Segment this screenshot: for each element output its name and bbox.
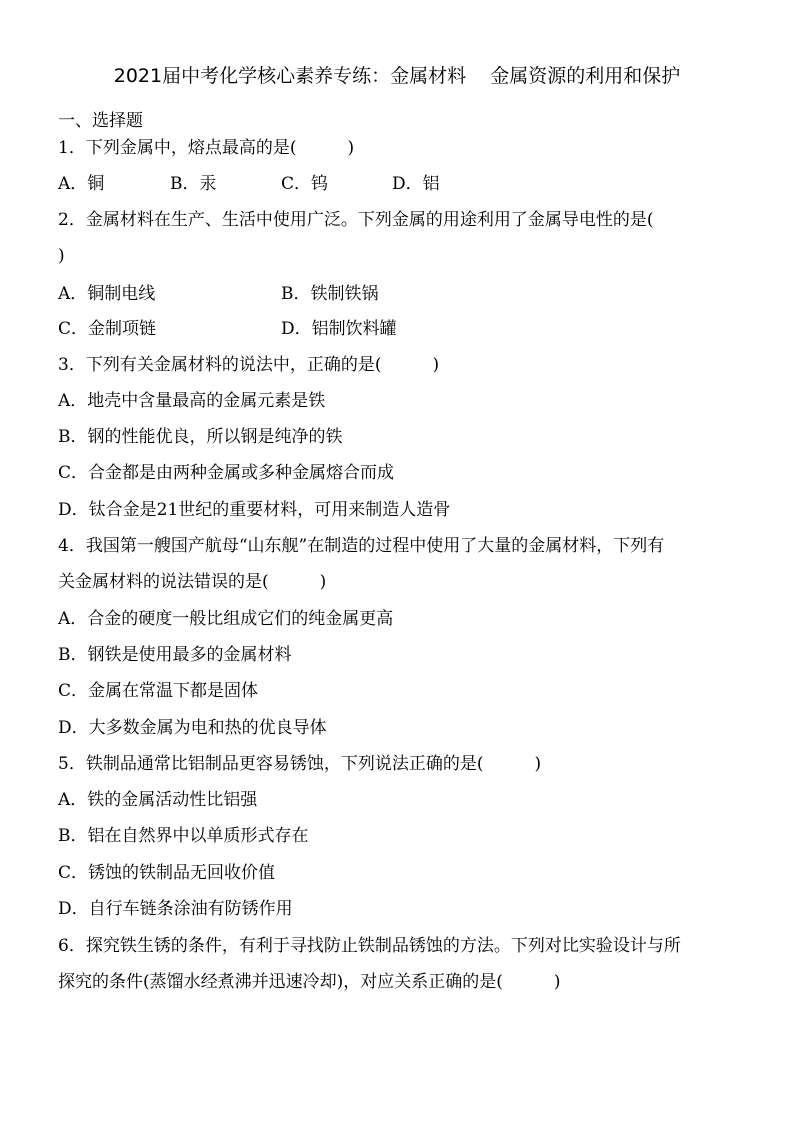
question-2-stem-line-2: ) (58, 246, 65, 266)
question-4-stem-line-1: 4．我国第一艘国产航母“山东舰”在制造的过程中使用了大量的金属材料，下列有 (58, 536, 665, 556)
question-5-option-c: C．锈蚀的铁制品无回收价值 (58, 863, 276, 883)
question-1-option-d: D．铝 (392, 174, 440, 194)
question-5-stem: 5．铁制品通常比铝制品更容易锈蚀，下列说法正确的是( ) (58, 754, 542, 774)
question-4-option-c: C．金属在常温下都是固体 (58, 681, 259, 701)
question-2-option-b: B．铁制铁锅 (281, 284, 379, 304)
question-4-stem-line-2: 关金属材料的说法错误的是( ) (58, 572, 327, 592)
question-3-option-d: D．钛合金是21世纪的重要材料，可用来制造人造骨 (58, 500, 451, 520)
question-3-option-b: B．钢的性能优良，所以钢是纯净的铁 (58, 427, 343, 447)
question-2-option-d: D．铝制饮料罐 (281, 319, 397, 339)
question-4-option-a: A．合金的硬度一般比组成它们的纯金属更高 (58, 609, 394, 629)
question-1-option-c: C．钨 (281, 174, 329, 194)
question-3-stem: 3．下列有关金属材料的说法中，正确的是( ) (58, 355, 440, 375)
question-3-option-a: A．地壳中含量最高的金属元素是铁 (58, 391, 326, 411)
question-2-option-c: C．金制项链 (58, 319, 157, 339)
question-1-option-a: A．铜 (58, 174, 105, 194)
question-5-option-d: D．自行车链条涂油有防锈作用 (58, 899, 293, 919)
question-6-stem-line-2: 探究的条件(蒸馏水经煮沸并迅速冷却)，对应关系正确的是( ) (58, 972, 561, 992)
document-title: 2021届中考化学核心素养专练：金属材料 金属资源的利用和保护 (113, 65, 681, 87)
question-1-option-b: B．汞 (170, 174, 217, 194)
question-2-stem-line-1: 2．金属材料在生产、生活中使用广泛。下列金属的用途利用了金属导电性的是( (58, 210, 654, 230)
question-4-option-b: B．钢铁是使用最多的金属材料 (58, 645, 292, 665)
question-2-option-a: A．铜制电线 (58, 284, 156, 304)
question-5-option-a: A．铁的金属活动性比铝强 (58, 790, 258, 810)
question-3-option-c: C．合金都是由两种金属或多种金属熔合而成 (58, 463, 395, 483)
question-4-option-d: D．大多数金属为电和热的优良导体 (58, 718, 327, 738)
question-1-stem: 1．下列金属中，熔点最高的是( ) (58, 138, 355, 158)
question-6-stem-line-1: 6．探究铁生锈的条件，有利于寻找防止铁制品锈蚀的方法。下列对比实验设计与所 (58, 936, 681, 956)
question-5-option-b: B．铝在自然界中以单质形式存在 (58, 826, 309, 846)
section-heading: 一、选择题 (58, 111, 143, 131)
